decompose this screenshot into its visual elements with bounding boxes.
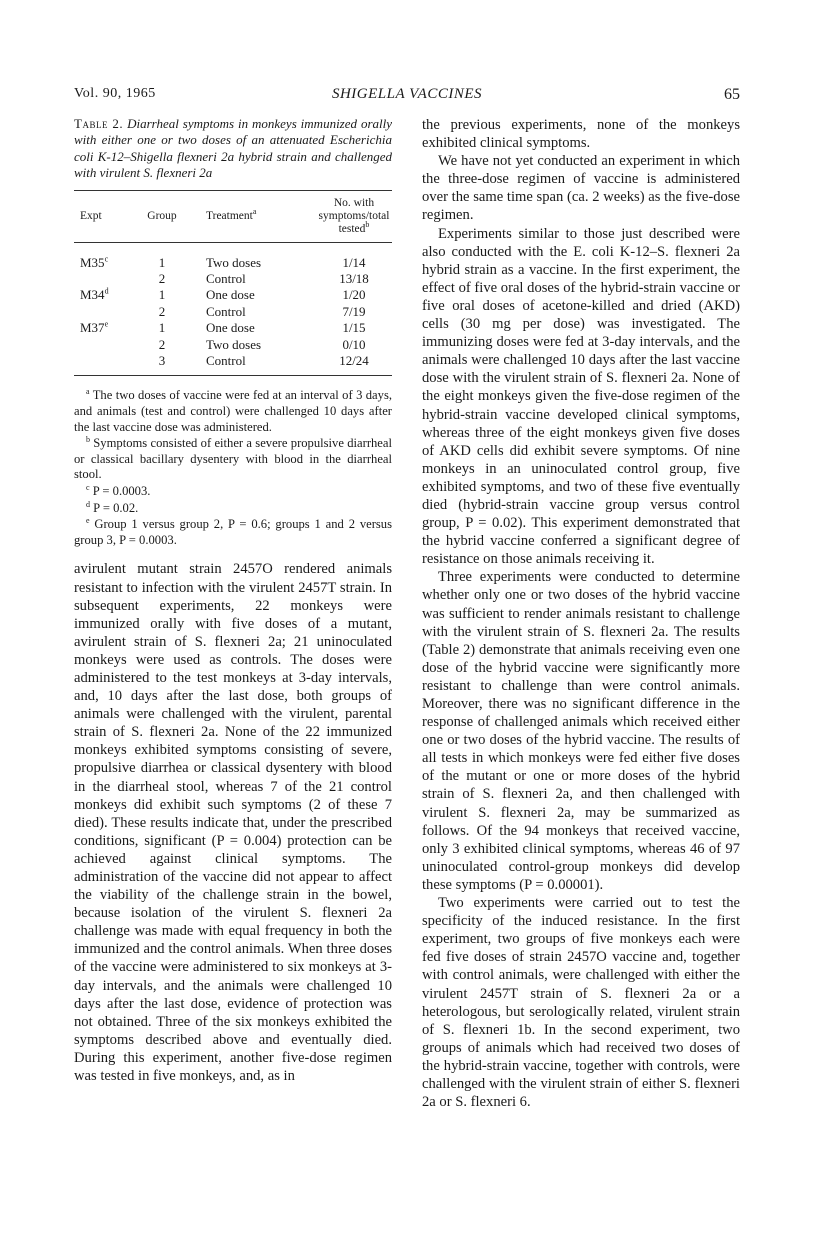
cell-treatment: Control (206, 303, 246, 319)
cell-result: 13/18 (339, 271, 369, 287)
col-header-expt: Expt (74, 190, 134, 242)
footnote: $^b$ Symptoms consisted of either a severe propulsive diarrheal or classical bacillary dysentery with blood in the diarrheal stool. (74, 435, 392, 482)
col-header-result: No. with symptoms/total tested$^b$ (316, 190, 392, 242)
table-row (74, 353, 392, 376)
cell-result: 1/15 (342, 320, 366, 336)
data-table (74, 190, 392, 377)
footnote: $^e$ Group 1 versus group 2, P = 0.6; groups 1 and 2 versus group 3, P = 0.0003. (74, 516, 392, 547)
table-row (74, 304, 392, 320)
left-column (74, 116, 392, 1085)
cell-group: 1 (158, 320, 166, 336)
cell-result: 12/24 (316, 353, 392, 376)
cell-group: 1 (158, 254, 166, 270)
page-number: 65 (724, 86, 740, 103)
body-paragraph: Two experiments were carried out to test the specificity of the induced resistance. In the first experiment, two groups of five monkeys each were fed five doses of strain 2457O vaccine and, together with control animals, were challenged with either the virulent 2457T strain of S. flexneri 2a or a heterologous, but serologically related, virulent strain of S. flexneri 1b. In the second experiment, two groups of animals which had received two doses of the hybrid-strain vaccine, together with controls, were challenged with the virulent strain of either S. flexneri 2a or S. flexneri 6. (422, 895, 740, 1111)
table-label: Table 2. (74, 116, 124, 131)
cell-group: 2 (158, 336, 166, 352)
table-title: Diarrheal symptoms in monkeys immunized orally with either one or two doses of an attenuated Escherichia coli K-12–Shigella flexneri 2a hybrid strain and challenged with virulent S. flexneri 2a (74, 116, 392, 181)
cell-result: 1/20 (342, 287, 366, 303)
cell-result: 1/14 (342, 254, 366, 270)
journal-running-title: SHIGELLA VACCINES (331, 86, 483, 102)
left-body-text (74, 560, 392, 1085)
cell-group: 2 (158, 303, 166, 319)
table-row (74, 287, 392, 303)
body-paragraph: Experiments similar to those just described were also conducted with the E. coli K-12–S. flexneri 2a hybrid strain as a vaccine. In the first experiment, the effect of five oral doses of the hybrid-strain vaccine or five oral doses of acetone-killed and dried (AKD) cells (30 mg per dose) was investigated. The immunizing doses were fed at 3-day intervals, and the animals were challenged 10 days after the last vaccine dose with the virulent strain of S. flexneri 2a. None of the eight monkeys given the five-dose regimen of the hybrid-strain vaccine developed clinical symptoms, whereas three of the eight monkeys given five doses of AKD cells did exhibit severe symptoms. Of nine monkeys in an uninoculated control group, five exhibited symptoms, and two of these five eventually died (hybrid-strain vaccine group versus control group, P = 0.02). This experiment demonstrated that the hybrid vaccine conferred a significant degree of resistance on those animals receiving it. (422, 225, 740, 568)
cell-treatment: Two doses (206, 254, 262, 270)
cell-expt (74, 304, 134, 320)
cell-result: 7/19 (342, 303, 366, 319)
cell-expt: M35$^c$ (80, 254, 109, 270)
cell-group: 1 (158, 287, 166, 303)
body-paragraph: the previous experiments, none of the monkeys exhibited clinical symptoms. (422, 117, 740, 152)
table-row (74, 242, 392, 271)
body-paragraph: Three experiments were conducted to determine whether only one or two doses of the hybrid vaccine was sufficient to render animals resistant to challenge with the virulent strain of S. flexneri 2a. The results (Table 2) demonstrate that animals receiving even one dose of the hybrid vaccine were significantly more resistant to challenge than were control animals. Moreover, there was no significant difference in the response of challenged animals which received either one or two doses of the hybrid vaccine. The results of all tests in which monkeys were fed either five doses of the mutant or one or more doses of the hybrid strain of S. flexneri 2a, and then challenged with virulent S. flexneri 2a, may be summarized as follows. Of the 94 monkeys that received vaccine, only 3 exhibited clinical symptoms, whereas 46 of 97 uninoculated control-group monkeys did develop these symptoms (P = 0.00001). (422, 569, 740, 893)
cell-treatment: Control (190, 353, 316, 376)
footnote: $^a$ The two doses of vaccine were fed at an interval of 3 days, and animals (test and control) were challenged 10 days after the last vaccine dose was administered. (74, 387, 392, 434)
cell-treatment: Two doses (206, 336, 262, 352)
cell-treatment: Control (206, 271, 246, 287)
table-row (74, 271, 392, 287)
col-header-treatment: Treatment$^a$ (190, 190, 316, 242)
volume-info: Vol. 90, 1965 (74, 86, 156, 101)
cell-expt: M37e (80, 319, 109, 336)
cell-treatment: One dose (206, 320, 255, 336)
table-footnotes (74, 388, 392, 548)
body-paragraph: We have not yet conducted an experiment in which the three-dose regimen of vaccine is administered over the same time span (ca. 2 weeks) as the five-dose regimen. (422, 153, 740, 224)
table-row (74, 320, 392, 336)
table-row (74, 337, 392, 353)
col-header-group: Group (134, 190, 190, 242)
cell-expt: M34$^d$ (80, 287, 109, 303)
body-paragraph: avirulent mutant strain 2457O rendered animals resistant to infection with the virulent 2457T strain. In subsequent experiments, 22 monkeys were immunized orally with five doses of a mutant, avirulent strain of S. flexneri 2a; 21 uninoculated monkeys were used as controls. The doses were administered to the test monkeys at 3-day intervals, and, 10 days after the last dose, both groups of animals were challenged with the virulent, parental strain of S. flexneri 2a. None of the 22 immunized monkeys exhibited symptoms consisting of severe, propulsive diarrhea or classical dysentery with blood in the diarrheal stool, whereas 7 of the 21 control monkeys did exhibit such symptoms (2 of these 7 died). These results indicate that, under the prescribed conditions, significant (P = 0.004) protection can be achieved against clinical symptoms. The administration of the vaccine did not appear to affect the viability of the challenge strain in the bowel, because isolation of the virulent S. flexneri 2a challenge was made with equal frequency in both the immunized and the control animals. When three doses of the vaccine were administered to six monkeys at 3-day intervals, and the animals were challenged 10 days after the last dose, evidence of protection was not obtained. Three of the six monkeys exhibited the symptoms described above and eventually died. During this experiment, another five-dose regimen was tested in five monkeys, and, as in (74, 561, 392, 1085)
cell-result: 0/10 (342, 336, 366, 352)
table-header-row (74, 190, 392, 242)
cell-expt (74, 353, 134, 376)
cell-expt (74, 337, 134, 353)
cell-expt (74, 271, 134, 287)
cell-treatment: One dose (206, 287, 255, 303)
running-header (74, 86, 740, 112)
footnote: $^c$ P = 0.0003. (86, 482, 151, 499)
footnote: $^d$ P = 0.02. (86, 499, 139, 515)
table-caption (74, 116, 392, 182)
cell-group: 2 (158, 271, 166, 287)
right-column (422, 116, 740, 1111)
cell-group: 3 (134, 353, 190, 376)
